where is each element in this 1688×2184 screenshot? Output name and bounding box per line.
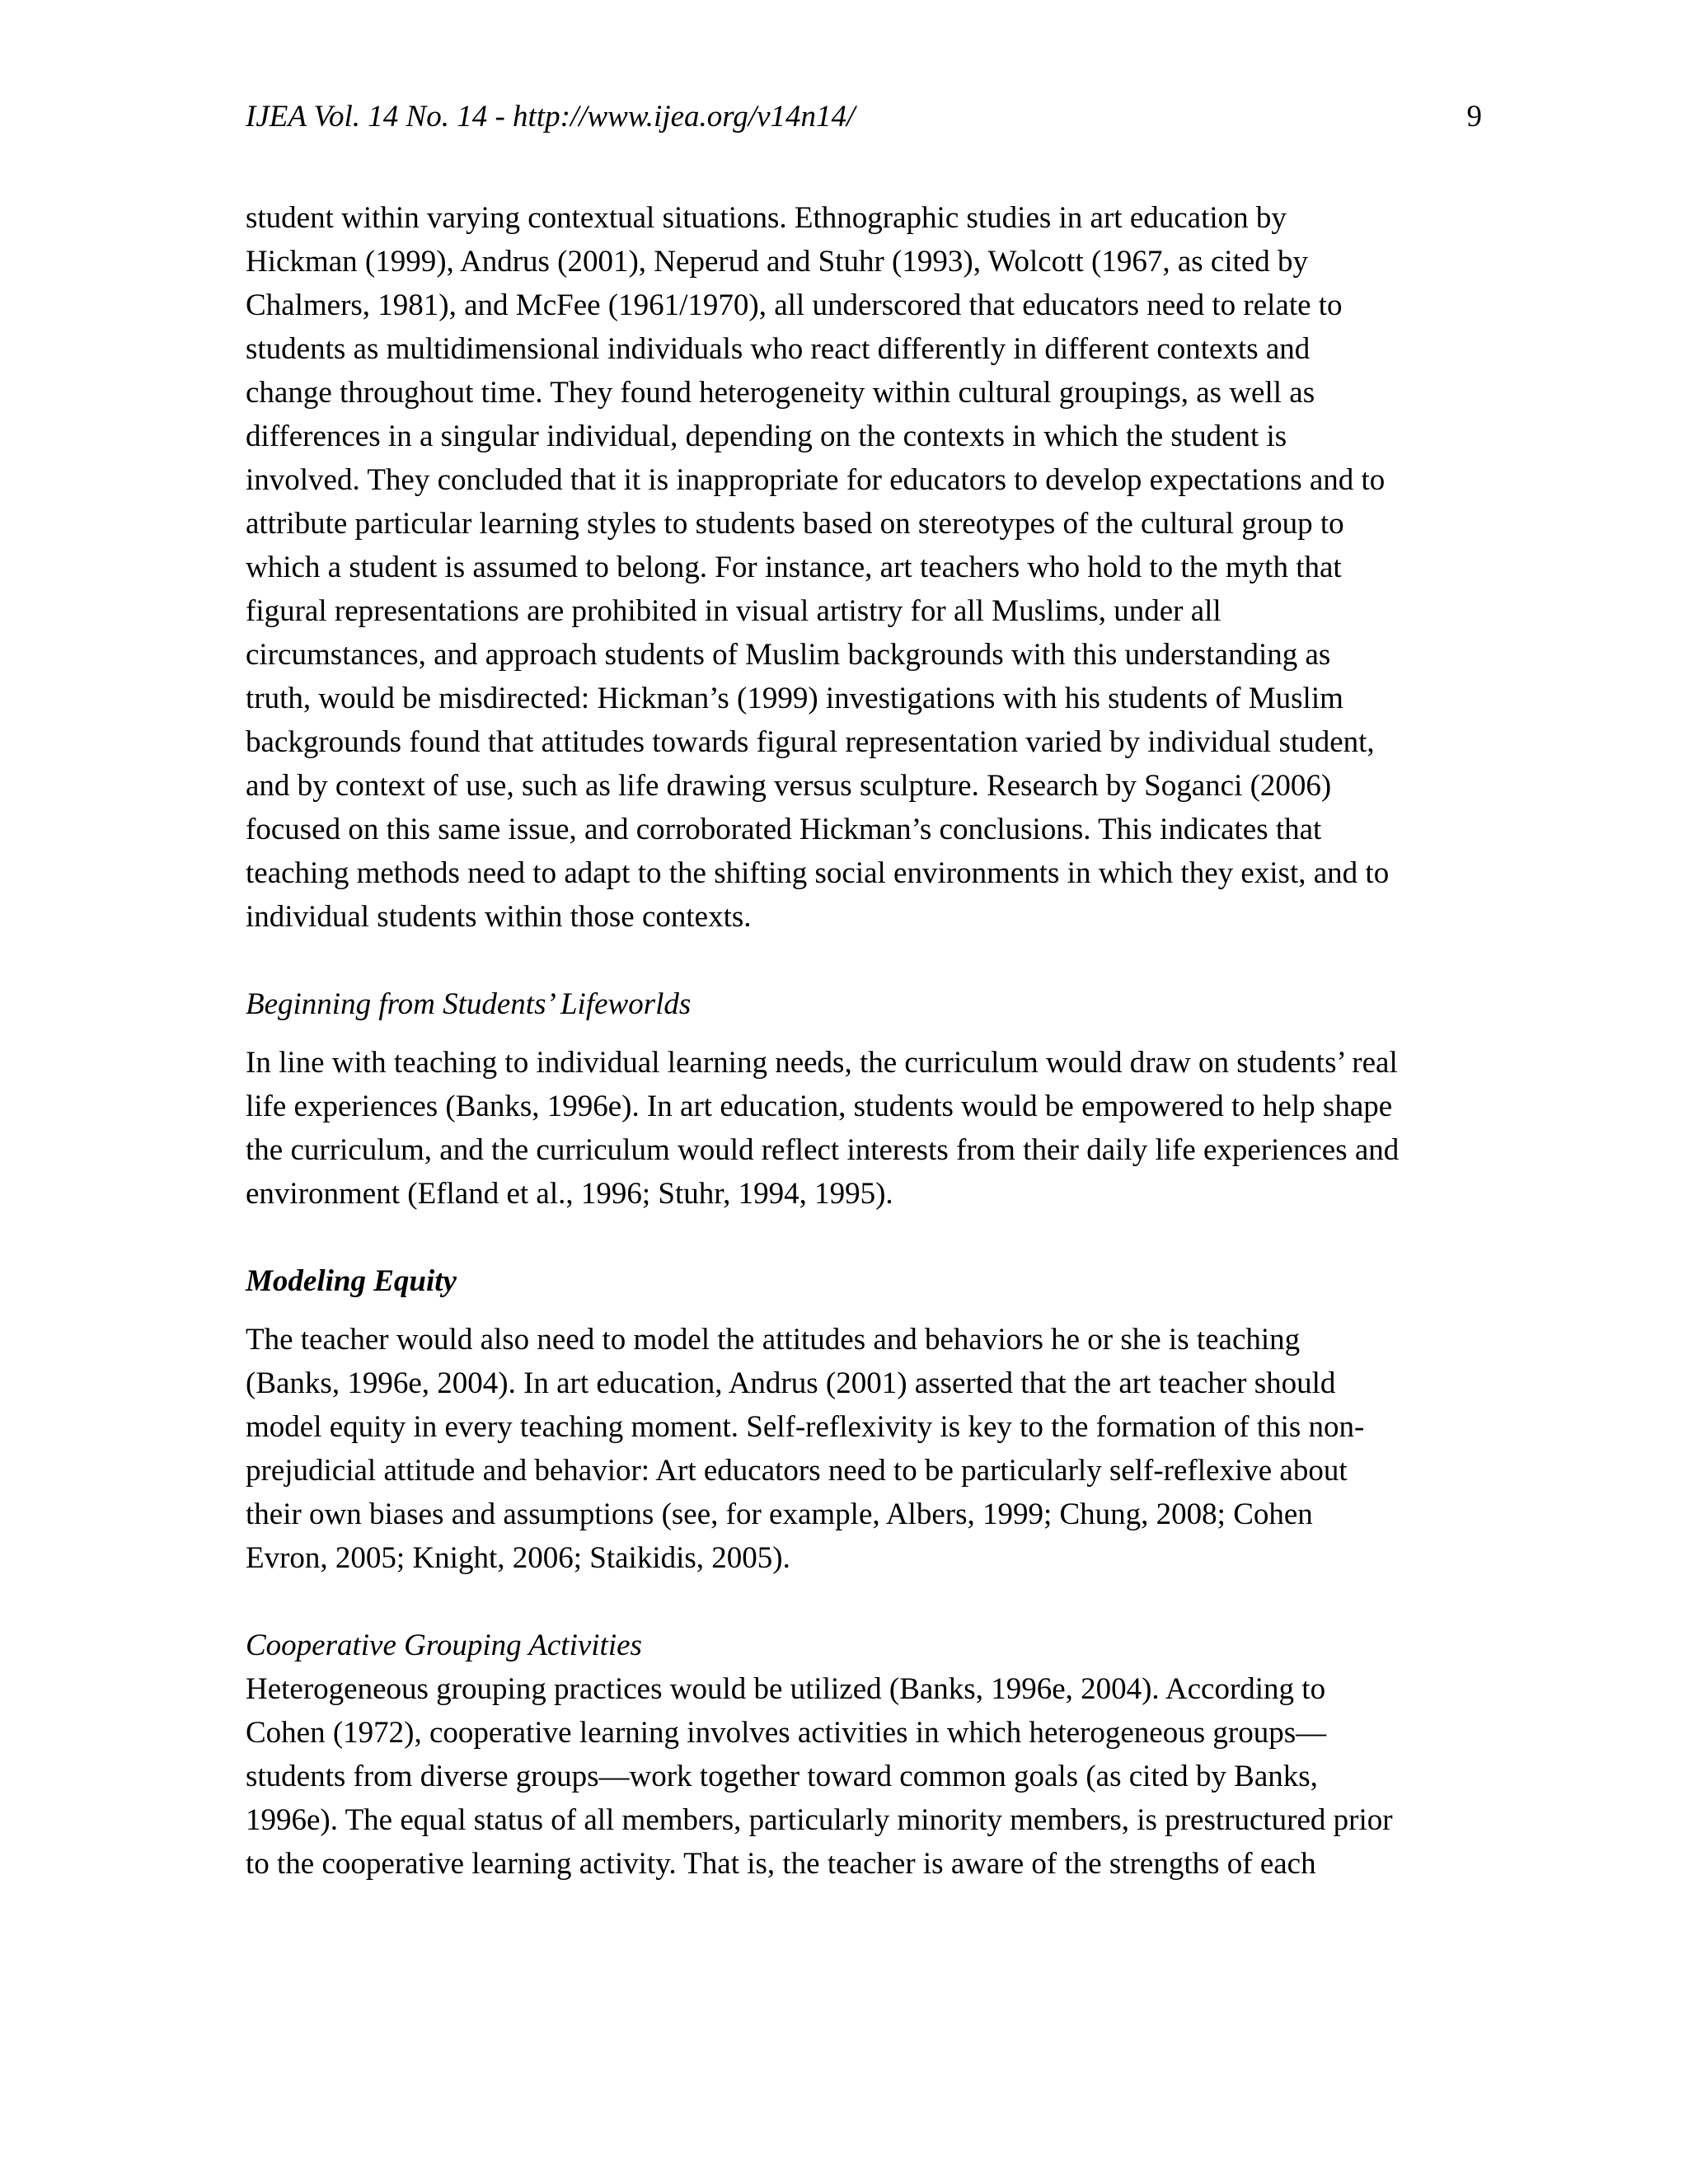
heading-spacer bbox=[246, 1303, 1498, 1318]
section-heading-lifeworlds: Beginning from Students’ Lifeworlds bbox=[246, 987, 692, 1021]
text-line: to the cooperative learning activity. That is, the teacher is aware of the strengths of each bbox=[246, 1847, 1316, 1881]
page-number: 9 bbox=[1466, 100, 1482, 134]
text-line: (Banks, 1996e, 2004). In art education, Andrus (2001) asserted that the art teacher should bbox=[246, 1366, 1336, 1400]
paragraph-modeling-equity bbox=[246, 1318, 1498, 1580]
text-line: circumstances, and approach students of Muslim backgrounds with this understanding as bbox=[246, 638, 1331, 672]
text-line: Chalmers, 1981), and McFee (1961/1970), all underscored that educators need to relate to bbox=[246, 288, 1343, 322]
paragraph-spacer bbox=[246, 1580, 1498, 1624]
text-line: environment (Efland et al., 1996; Stuhr, 1994, 1995). bbox=[246, 1177, 893, 1211]
journal-citation: IJEA Vol. 14 No. 14 - http://www.ijea.org/v14n14/ bbox=[246, 100, 856, 134]
text-line: change throughout time. They found heterogeneity within cultural groupings, as well as bbox=[246, 376, 1315, 410]
text-line: Heterogeneous grouping practices would be utilized (Banks, 1996e, 2004). According to bbox=[246, 1672, 1326, 1706]
text-line: Evron, 2005; Knight, 2006; Staikidis, 2005). bbox=[246, 1541, 790, 1575]
paragraph-contextual-situations bbox=[246, 196, 1498, 939]
text-line: prejudicial attitude and behavior: Art educators need to be particularly self-reflexive about bbox=[246, 1454, 1348, 1488]
text-line: Cohen (1972), cooperative learning involves activities in which heterogeneous groups— bbox=[246, 1716, 1327, 1750]
text-line: their own biases and assumptions (see, for example, Albers, 1999; Chung, 2008; Cohen bbox=[246, 1497, 1313, 1531]
text-line: teaching methods need to adapt to the shifting social environments in which they exist, and to bbox=[246, 856, 1390, 890]
text-line: student within varying contextual situations. Ethnographic studies in art education by bbox=[246, 201, 1287, 235]
text-line: students as multidimensional individuals who react differently in different contexts and bbox=[246, 332, 1311, 366]
article-body bbox=[246, 196, 1498, 1886]
paragraph-spacer bbox=[246, 1216, 1498, 1259]
text-line: backgrounds found that attitudes towards figural representation varied by individual student, bbox=[246, 725, 1375, 759]
text-line: involved. They concluded that it is inappropriate for educators to develop expectations and to bbox=[246, 463, 1386, 497]
text-line: 1996e). The equal status of all members, particularly minority members, is prestructured prior bbox=[246, 1803, 1393, 1837]
text-line: figural representations are prohibited in visual artistry for all Muslims, under all bbox=[246, 594, 1221, 628]
text-line: individual students within those contexts. bbox=[246, 900, 752, 934]
section-heading-cooperative-grouping: Cooperative Grouping Activities bbox=[246, 1629, 642, 1662]
text-line: the curriculum, and the curriculum would reflect interests from their daily life experiences and bbox=[246, 1133, 1400, 1167]
text-line: focused on this same issue, and corroborated Hickman’s conclusions. This indicates that bbox=[246, 813, 1322, 846]
text-line: In line with teaching to individual learning needs, the curriculum would draw on students’ real bbox=[246, 1046, 1398, 1080]
text-line: life experiences (Banks, 1996e). In art education, students would be empowered to help shape bbox=[246, 1090, 1393, 1123]
text-line: truth, would be misdirected: Hickman’s (1999) investigations with his students of Muslim bbox=[246, 682, 1343, 715]
text-line: students from diverse groups—work together toward common goals (as cited by Banks, bbox=[246, 1760, 1318, 1793]
text-line: which a student is assumed to belong. For instance, art teachers who hold to the myth that bbox=[246, 551, 1342, 584]
paragraph-spacer bbox=[246, 939, 1498, 982]
text-line: and by context of use, such as life drawing versus sculpture. Research by Soganci (2006) bbox=[246, 769, 1332, 803]
text-line: differences in a singular individual, depending on the contexts in which the student is bbox=[246, 419, 1287, 453]
paragraph-cooperative-grouping bbox=[246, 1667, 1498, 1886]
text-line: attribute particular learning styles to students based on stereotypes of the cultural group to bbox=[246, 507, 1344, 541]
text-line: Hickman (1999), Andrus (2001), Neperud and Stuhr (1993), Wolcott (1967, as cited by bbox=[246, 245, 1309, 279]
heading-spacer bbox=[246, 1026, 1498, 1041]
paragraph-lifeworlds bbox=[246, 1041, 1498, 1216]
running-header bbox=[246, 97, 1482, 137]
text-line: model equity in every teaching moment. Self-reflexivity is key to the formation of this non- bbox=[246, 1410, 1365, 1444]
text-line: The teacher would also need to model the attitudes and behaviors he or she is teaching bbox=[246, 1323, 1301, 1357]
section-heading-modeling-equity: Modeling Equity bbox=[246, 1264, 457, 1298]
